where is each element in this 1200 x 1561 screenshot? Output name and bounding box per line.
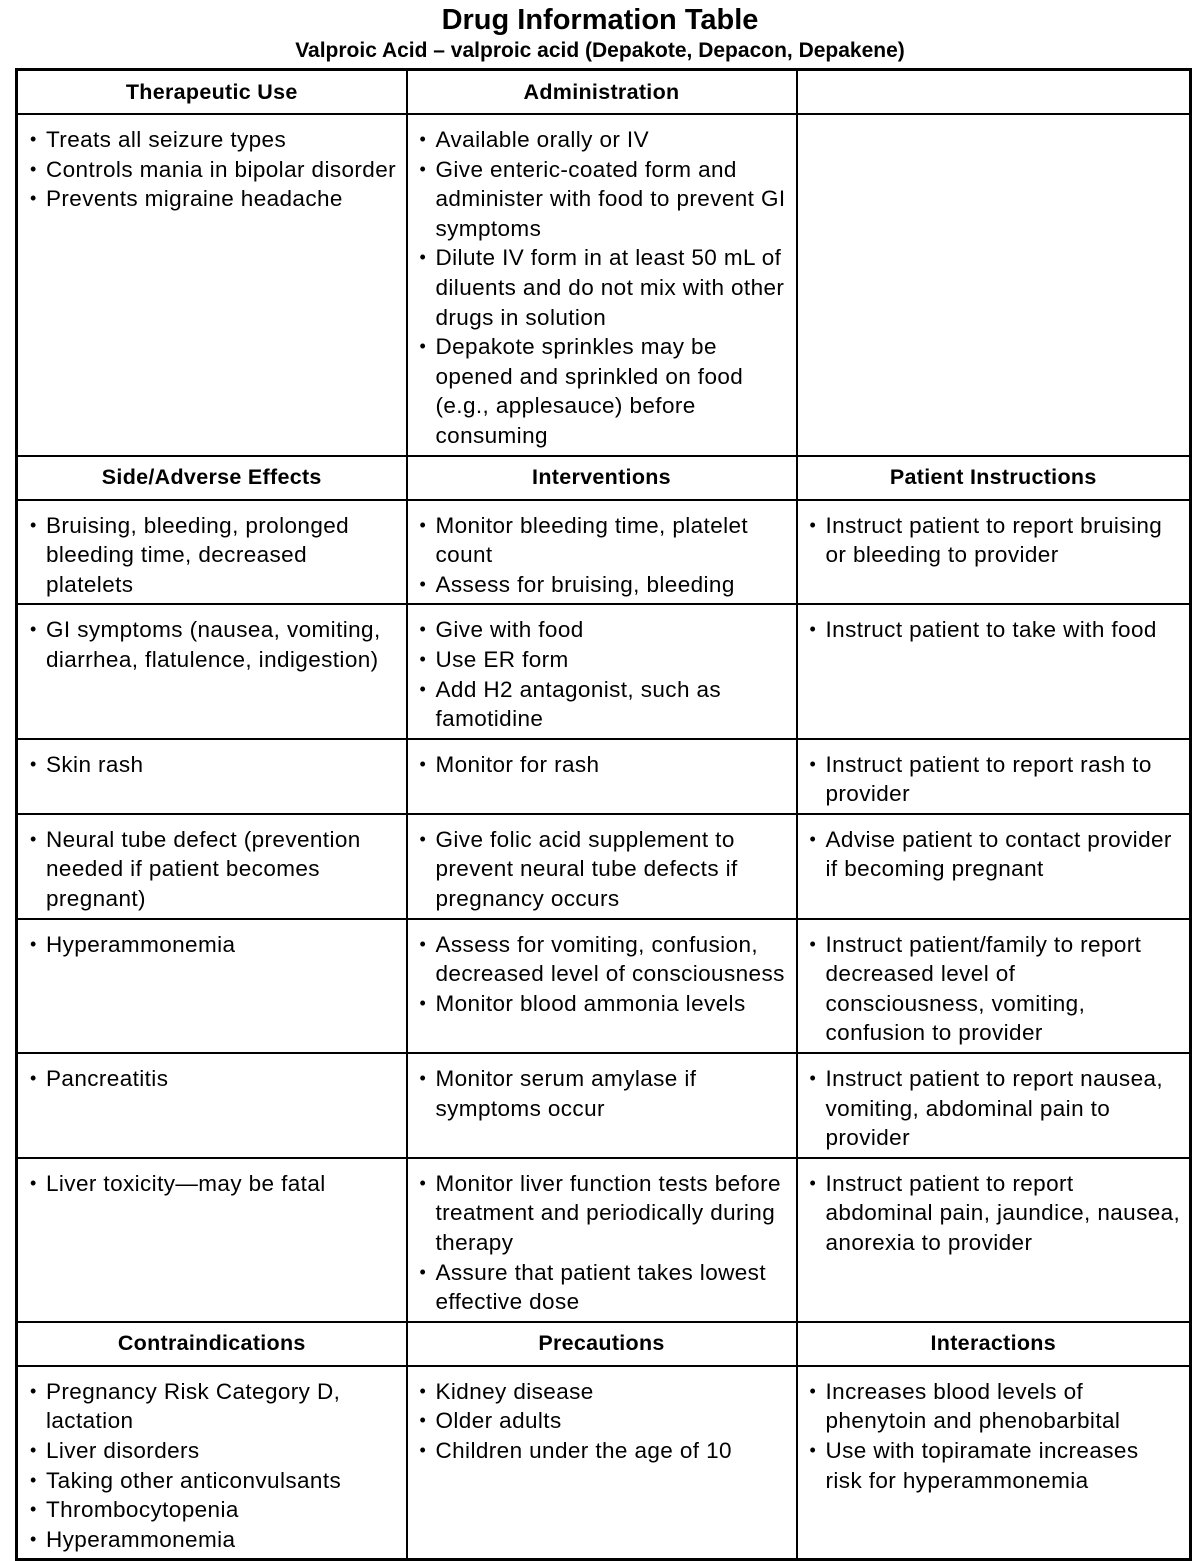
list-item: • Pancreatitis xyxy=(30,1064,398,1094)
list-item: • Assure that patient takes lowest effective dose xyxy=(420,1258,788,1317)
bullet-list xyxy=(18,740,406,784)
bullet-list xyxy=(408,605,796,737)
bullet-list xyxy=(798,1367,1190,1499)
bullet-list xyxy=(18,815,406,918)
list-item: • Taking other anticonvulsants xyxy=(30,1466,398,1496)
column-header: Precautions xyxy=(407,1322,797,1366)
list-item: • Monitor serum amylase if symptoms occur xyxy=(420,1064,788,1123)
table-cell xyxy=(407,739,797,814)
table-cell xyxy=(17,604,407,738)
bullet-list xyxy=(798,605,1190,649)
bullet-list xyxy=(798,740,1190,813)
list-item: • Liver disorders xyxy=(30,1436,398,1466)
table-cell xyxy=(17,814,407,919)
list-item: • Neural tube defect (prevention needed if patient becomes pregnant) xyxy=(30,825,398,914)
list-item: • Instruct patient to report nausea, vomiting, abdominal pain to provider xyxy=(810,1064,1182,1153)
list-item: • Give with food xyxy=(420,615,788,645)
table-row xyxy=(17,1158,1191,1322)
table-row xyxy=(17,114,1191,456)
list-item: • Monitor for rash xyxy=(420,750,788,780)
column-header: Contraindications xyxy=(17,1322,407,1366)
list-item: • Pregnancy Risk Category D, lactation xyxy=(30,1377,398,1436)
bullet-list xyxy=(408,1367,796,1470)
column-header: Side/Adverse Effects xyxy=(17,456,407,500)
table-cell xyxy=(407,814,797,919)
bullet-list xyxy=(798,501,1190,574)
bullet-list xyxy=(798,1159,1190,1262)
table-cell xyxy=(407,114,797,456)
table-cell xyxy=(407,604,797,738)
bullet-list xyxy=(408,1054,796,1127)
table-cell xyxy=(797,604,1191,738)
list-item: • Prevents migraine headache xyxy=(30,184,398,214)
table-cell xyxy=(17,1053,407,1158)
column-header: Interactions xyxy=(797,1322,1191,1366)
list-item: • Dilute IV form in at least 50 mL of diluents and do not mix with other drugs in solution xyxy=(420,243,788,332)
bullet-list xyxy=(18,1367,406,1559)
table-cell xyxy=(797,1158,1191,1322)
bullet-list xyxy=(798,115,1190,129)
bullet-list xyxy=(18,1054,406,1098)
bullet-list xyxy=(408,815,796,918)
list-item: • Monitor liver function tests before treatment and periodically during therapy xyxy=(420,1169,788,1258)
table-cell xyxy=(17,919,407,1053)
table-row xyxy=(17,1366,1191,1560)
table-cell xyxy=(407,1053,797,1158)
table-cell xyxy=(407,500,797,605)
list-item: • Use with topiramate increases risk for hyperammonemia xyxy=(810,1436,1182,1495)
list-item: • Kidney disease xyxy=(420,1377,788,1407)
list-item: • Increases blood levels of phenytoin and phenobarbital xyxy=(810,1377,1182,1436)
list-item: • Older adults xyxy=(420,1406,788,1436)
table-cell xyxy=(17,1158,407,1322)
list-item: • Give folic acid supplement to prevent neural tube defects if pregnancy occurs xyxy=(420,825,788,914)
section-header-row xyxy=(17,456,1191,500)
page-title: Drug Information Table xyxy=(441,4,759,36)
column-header: Therapeutic Use xyxy=(17,70,407,115)
bullet-list xyxy=(408,501,796,604)
table-row xyxy=(17,604,1191,738)
list-item: • GI symptoms (nausea, vomiting, diarrhea, flatulence, indigestion) xyxy=(30,615,398,674)
bullet-list xyxy=(798,920,1190,1052)
bullet-list xyxy=(18,920,406,964)
list-item: • Children under the age of 10 xyxy=(420,1436,788,1466)
list-item: • Depakote sprinkles may be opened and sprinkled on food (e.g., applesauce) before consuming xyxy=(420,332,788,450)
table-row xyxy=(17,739,1191,814)
table-cell xyxy=(797,1053,1191,1158)
table-cell xyxy=(797,739,1191,814)
table-cell xyxy=(17,739,407,814)
list-item: • Instruct patient to report rash to provider xyxy=(810,750,1182,809)
drug-information-table xyxy=(15,68,1192,1561)
bullet-list xyxy=(408,740,796,784)
list-item: • Treats all seizure types xyxy=(30,125,398,155)
bullet-list xyxy=(798,815,1190,888)
list-item: • Skin rash xyxy=(30,750,398,780)
list-item: • Liver toxicity—may be fatal xyxy=(30,1169,398,1199)
table-cell xyxy=(407,1158,797,1322)
column-header: Administration xyxy=(407,70,797,115)
table-body xyxy=(17,70,1191,1560)
list-item: • Hyperammonemia xyxy=(30,1525,398,1555)
table-row xyxy=(17,1053,1191,1158)
list-item: • Instruct patient to take with food xyxy=(810,615,1182,645)
list-item: • Advise patient to contact provider if becoming pregnant xyxy=(810,825,1182,884)
bullet-list xyxy=(18,115,406,218)
section-header-row xyxy=(17,70,1191,115)
page-subtitle: Valproic Acid – valproic acid (Depakote, Depacon, Depakene) xyxy=(295,39,905,62)
column-header: Patient Instructions xyxy=(797,456,1191,500)
list-item: • Monitor bleeding time, platelet count xyxy=(420,511,788,570)
list-item: • Add H2 antagonist, such as famotidine xyxy=(420,675,788,734)
list-item: • Monitor blood ammonia levels xyxy=(420,989,788,1019)
table-cell xyxy=(797,919,1191,1053)
column-header: Interventions xyxy=(407,456,797,500)
list-item: • Give enteric-coated form and administer with food to prevent GI symptoms xyxy=(420,155,788,244)
bullet-list xyxy=(408,920,796,1023)
bullet-list xyxy=(798,1054,1190,1157)
table-row xyxy=(17,814,1191,919)
table-cell xyxy=(797,1366,1191,1560)
column-header xyxy=(797,70,1191,115)
bullet-list xyxy=(408,115,796,455)
list-item: • Instruct patient/family to report decreased level of consciousness, vomiting, confusion to provider xyxy=(810,930,1182,1048)
table-row xyxy=(17,500,1191,605)
list-item: • Thrombocytopenia xyxy=(30,1495,398,1525)
table-cell xyxy=(407,919,797,1053)
table-cell xyxy=(17,1366,407,1560)
bullet-list xyxy=(18,605,406,678)
list-item: • Use ER form xyxy=(420,645,788,675)
table-cell xyxy=(17,114,407,456)
table-row xyxy=(17,919,1191,1053)
list-item: • Instruct patient to report abdominal pain, jaundice, nausea, anorexia to provider xyxy=(810,1169,1182,1258)
table-cell xyxy=(797,114,1191,456)
list-item: • Assess for vomiting, confusion, decreased level of consciousness xyxy=(420,930,788,989)
table-cell xyxy=(17,500,407,605)
list-item: • Controls mania in bipolar disorder xyxy=(30,155,398,185)
section-header-row xyxy=(17,1322,1191,1366)
bullet-list xyxy=(408,1159,796,1321)
table-cell xyxy=(407,1366,797,1560)
list-item: • Assess for bruising, bleeding xyxy=(420,570,788,600)
bullet-list xyxy=(18,1159,406,1203)
table-cell xyxy=(797,500,1191,605)
list-item: • Instruct patient to report bruising or bleeding to provider xyxy=(810,511,1182,570)
table-cell xyxy=(797,814,1191,919)
list-item: • Bruising, bleeding, prolonged bleeding time, decreased platelets xyxy=(30,511,398,600)
bullet-list xyxy=(18,501,406,604)
list-item: • Hyperammonemia xyxy=(30,930,398,960)
list-item: • Available orally or IV xyxy=(420,125,788,155)
